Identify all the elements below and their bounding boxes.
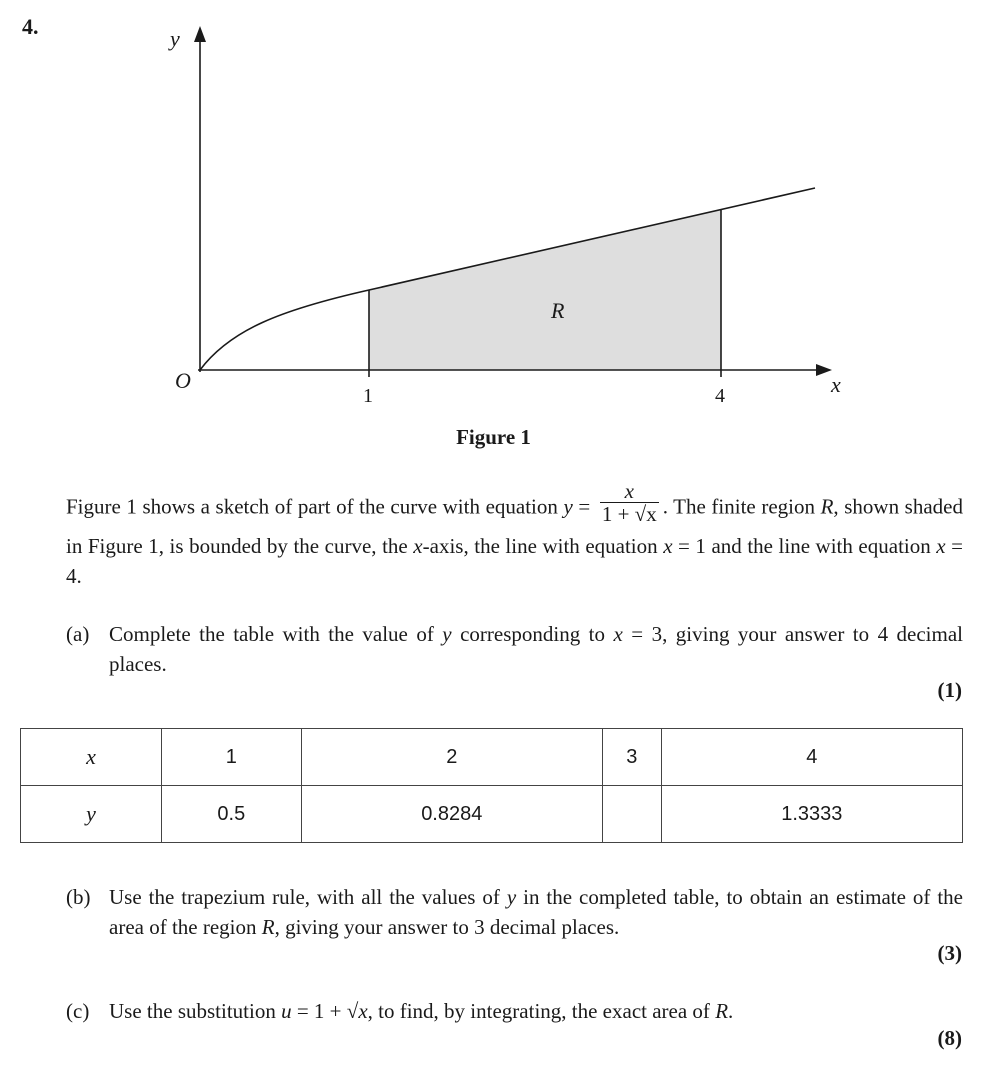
x-axis-arrow-icon [816,364,832,376]
y-axis-label: y [170,26,180,51]
y-axis-arrow-icon [194,26,206,42]
table-cell-x-3: 3 [602,729,661,786]
eq-equals: = [572,494,596,519]
part-b-text: Use the trapezium rule, with all the values of y in the completed table, to obtain an estimate of the area of the region R, giving your answer to 3 decimal places. [109,885,963,939]
intro-paragraph: Figure 1 shows a sketch of part of the curve with equation y = $\frac{x}{1 + √x}$ . The finite region R, shown shaded in Figure 1, is bounded by the curve, the x-axis, the line with equation x = 1 and the line with equation x = 4. [66,479,963,588]
table-cell-x-4: 4 [661,729,962,786]
question-number: 4. [22,14,39,39]
table-row-y [21,786,963,843]
x-axis-label: x [831,372,841,397]
table-cell-y-2: 0.8284 [301,786,602,843]
figure-1-graph [0,0,987,420]
intro-text: Figure 1 shows a sketch of part of the curve with equation [66,494,564,519]
part-a-marks: (1) [937,678,962,702]
tick-label-4: 4 [715,385,725,407]
table-cell-y-4: 1.3333 [661,786,962,843]
tick-label-1: 1 [363,385,373,407]
table-cell-x-1: 1 [162,729,302,786]
part-c-marks: (8) [937,1026,962,1050]
origin-label: O [175,368,191,393]
region-label: R [551,298,565,323]
part-c [66,996,963,1026]
part-c-text: Use the substitution u = 1 + √x, to find, by integrating, the exact area of R. [109,999,734,1023]
fraction-denominator: 1 + √x [601,502,657,526]
part-b [66,882,963,942]
part-a [66,619,963,679]
figure-caption: Figure 1 [456,425,531,449]
values-table [20,728,963,843]
eq-y: y [563,494,573,519]
table-cell-y-3-blank[interactable] [602,786,661,843]
equation-fraction [600,480,659,525]
part-b-label: (b) [66,885,91,909]
table-cell-y-1: 0.5 [162,786,302,843]
table-header-y: y [21,786,162,843]
table-row-x [21,729,963,786]
fraction-numerator: x [624,479,634,503]
part-a-text: Complete the table with the value of y corresponding to x = 3, giving your answer to 4 decimal places. [109,622,964,676]
part-a-label: (a) [66,622,90,646]
part-b-marks: (3) [937,941,962,965]
table-header-x: x [21,729,162,786]
shaded-region [369,210,721,370]
part-c-label: (c) [66,999,90,1023]
table-cell-x-2: 2 [301,729,602,786]
